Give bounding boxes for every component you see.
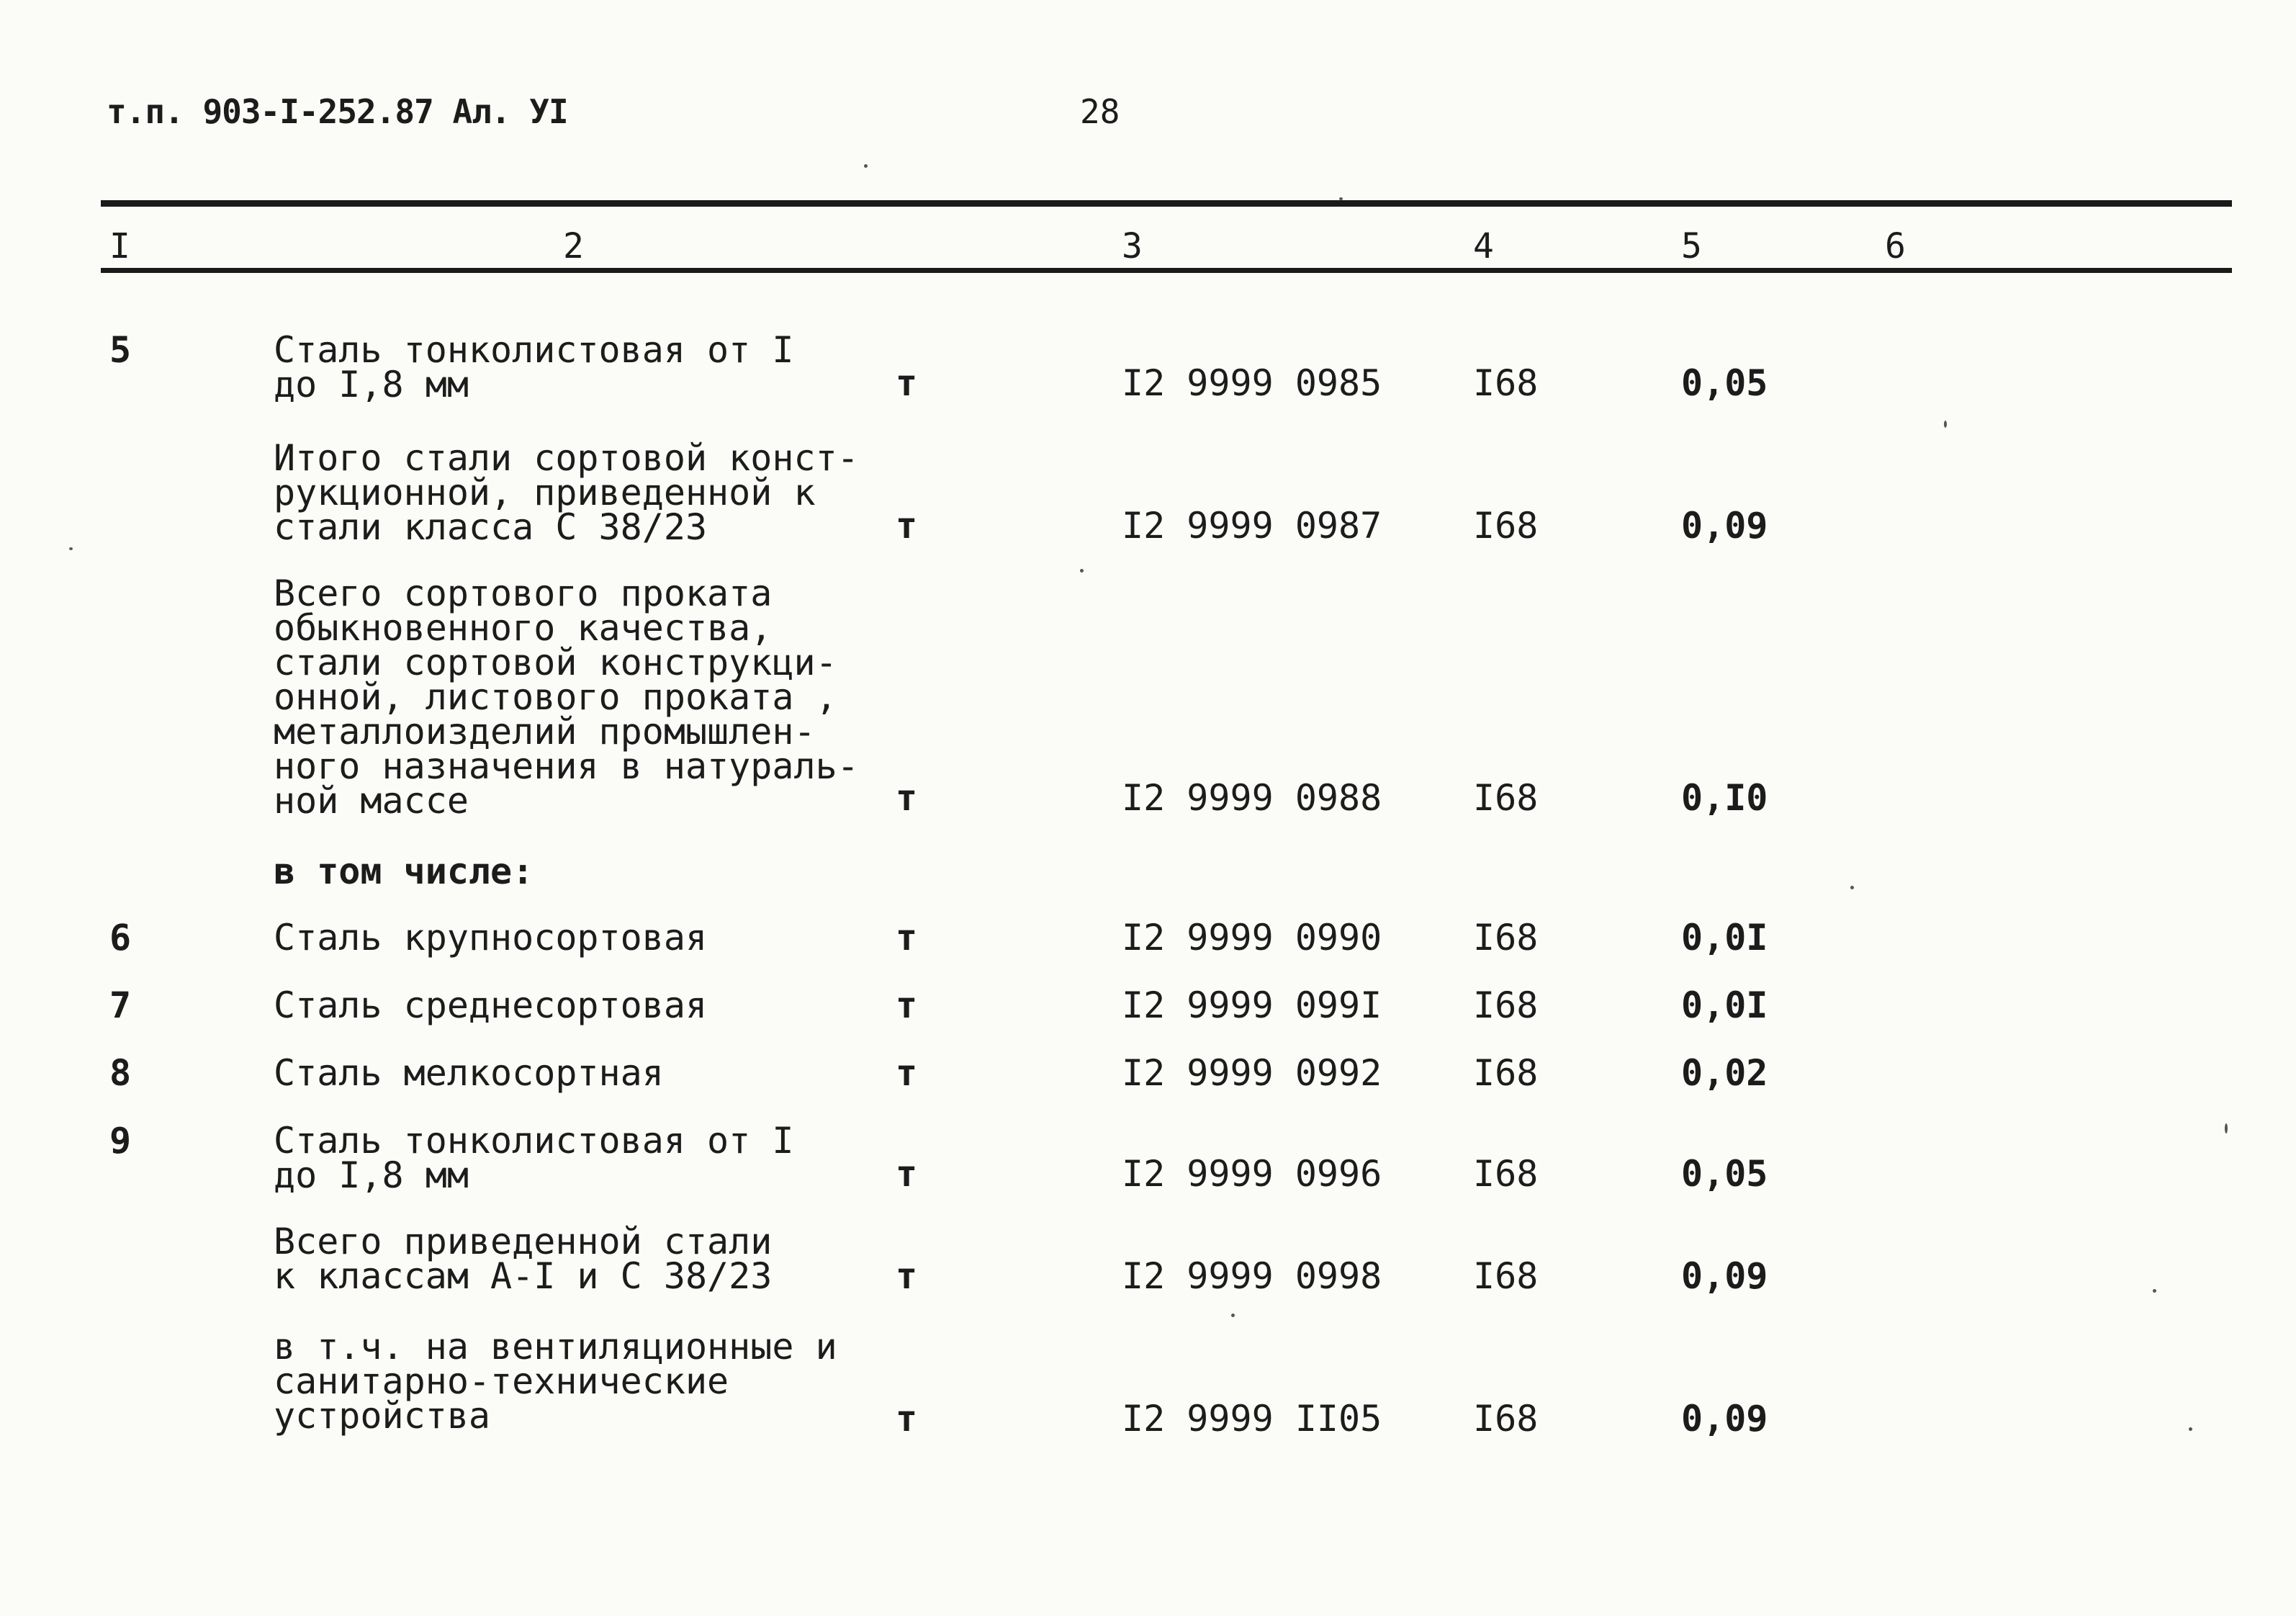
row-unit: т bbox=[896, 917, 918, 959]
scan-speck bbox=[2153, 1289, 2156, 1293]
column-header-3: 3 bbox=[1122, 226, 1143, 266]
row-name: в т.ч. на вентиляционные и санитарно-технические устройства bbox=[274, 1326, 837, 1437]
row-unit: т bbox=[896, 1052, 918, 1094]
row-unit: т bbox=[896, 505, 918, 547]
row-rate: I68 bbox=[1473, 1255, 1539, 1297]
page-number: 28 bbox=[1080, 92, 1120, 131]
row-rate: I68 bbox=[1473, 777, 1539, 819]
row-name: Всего приведенной стали к классам А-I и С 38/23 bbox=[274, 1221, 773, 1297]
row-quantity: 0,09 bbox=[1681, 1398, 1768, 1440]
row-code: I2 9999 II05 bbox=[1122, 1398, 1382, 1440]
row-quantity: 0,I0 bbox=[1681, 777, 1768, 819]
row-rate: I68 bbox=[1473, 1153, 1539, 1195]
row-rate: I68 bbox=[1473, 362, 1539, 404]
scan-speck bbox=[69, 547, 73, 550]
row-number: 6 bbox=[109, 917, 132, 959]
row-quantity: 0,0I bbox=[1681, 917, 1768, 959]
row-number: 5 bbox=[109, 329, 132, 371]
row-unit: т bbox=[896, 984, 918, 1026]
scan-speck bbox=[1944, 421, 1947, 428]
row-number: 7 bbox=[109, 984, 132, 1026]
row-code: I2 9999 0987 bbox=[1122, 505, 1382, 547]
column-header-5: 5 bbox=[1681, 226, 1702, 266]
row-number: 9 bbox=[109, 1120, 132, 1162]
row-quantity: 0,05 bbox=[1681, 1153, 1768, 1195]
scan-speck bbox=[1339, 197, 1343, 200]
row-rate: I68 bbox=[1473, 917, 1539, 959]
row-unit: т bbox=[896, 362, 918, 404]
row-name: Сталь тонколистовая от I до I,8 мм bbox=[274, 329, 794, 405]
row-rate: I68 bbox=[1473, 1398, 1539, 1440]
row-quantity: 0,09 bbox=[1681, 505, 1768, 547]
scan-speck bbox=[2189, 1427, 2192, 1431]
row-rate: I68 bbox=[1473, 1052, 1539, 1094]
document-code: т.п. 903-I-252.87 Ал. УI bbox=[107, 92, 568, 131]
row-quantity: 0,09 bbox=[1681, 1255, 1768, 1297]
row-name: Всего сортового проката обыкновенного качества, стали сортовой конструкци- онной, листового проката , металлоизделий промышлен- ного назначения в натураль- ной массе bbox=[274, 573, 859, 822]
row-code: I2 9999 0988 bbox=[1122, 777, 1382, 819]
row-quantity: 0,0I bbox=[1681, 984, 1768, 1026]
row-name: в том числе: bbox=[274, 850, 534, 892]
row-unit: т bbox=[896, 1255, 918, 1297]
row-name: Сталь тонколистовая от I до I,8 мм bbox=[274, 1120, 794, 1196]
column-header-6: 6 bbox=[1885, 226, 1906, 266]
column-header-4: 4 bbox=[1473, 226, 1494, 266]
column-header-2: 2 bbox=[563, 226, 584, 266]
row-code: I2 9999 0985 bbox=[1122, 362, 1382, 404]
row-code: I2 9999 0996 bbox=[1122, 1153, 1382, 1195]
row-name: Сталь крупносортовая bbox=[274, 917, 708, 959]
row-code: I2 9999 0998 bbox=[1122, 1255, 1382, 1297]
scan-speck bbox=[1850, 886, 1854, 889]
scan-speck bbox=[864, 164, 868, 168]
row-unit: т bbox=[896, 777, 918, 819]
row-name: Итого стали сортовой конст- рукционной, приведенной к стали класса С 38/23 bbox=[274, 437, 859, 548]
scan-speck bbox=[2225, 1123, 2228, 1134]
row-code: I2 9999 0990 bbox=[1122, 917, 1382, 959]
scan-speck bbox=[1231, 1314, 1235, 1317]
table-top-rule bbox=[101, 200, 2232, 207]
row-code: I2 9999 0992 bbox=[1122, 1052, 1382, 1094]
table-header-rule bbox=[101, 268, 2232, 273]
row-name: Сталь мелкосортная bbox=[274, 1052, 664, 1094]
row-quantity: 0,02 bbox=[1681, 1052, 1768, 1094]
row-code: I2 9999 099I bbox=[1122, 984, 1382, 1026]
scan-speck bbox=[1080, 569, 1084, 573]
row-rate: I68 bbox=[1473, 505, 1539, 547]
row-unit: т bbox=[896, 1398, 918, 1440]
column-header-1: I bbox=[109, 226, 130, 266]
row-rate: I68 bbox=[1473, 984, 1539, 1026]
row-unit: т bbox=[896, 1153, 918, 1195]
row-quantity: 0,05 bbox=[1681, 362, 1768, 404]
row-name: Сталь среднесортовая bbox=[274, 984, 708, 1026]
row-number: 8 bbox=[109, 1052, 132, 1094]
